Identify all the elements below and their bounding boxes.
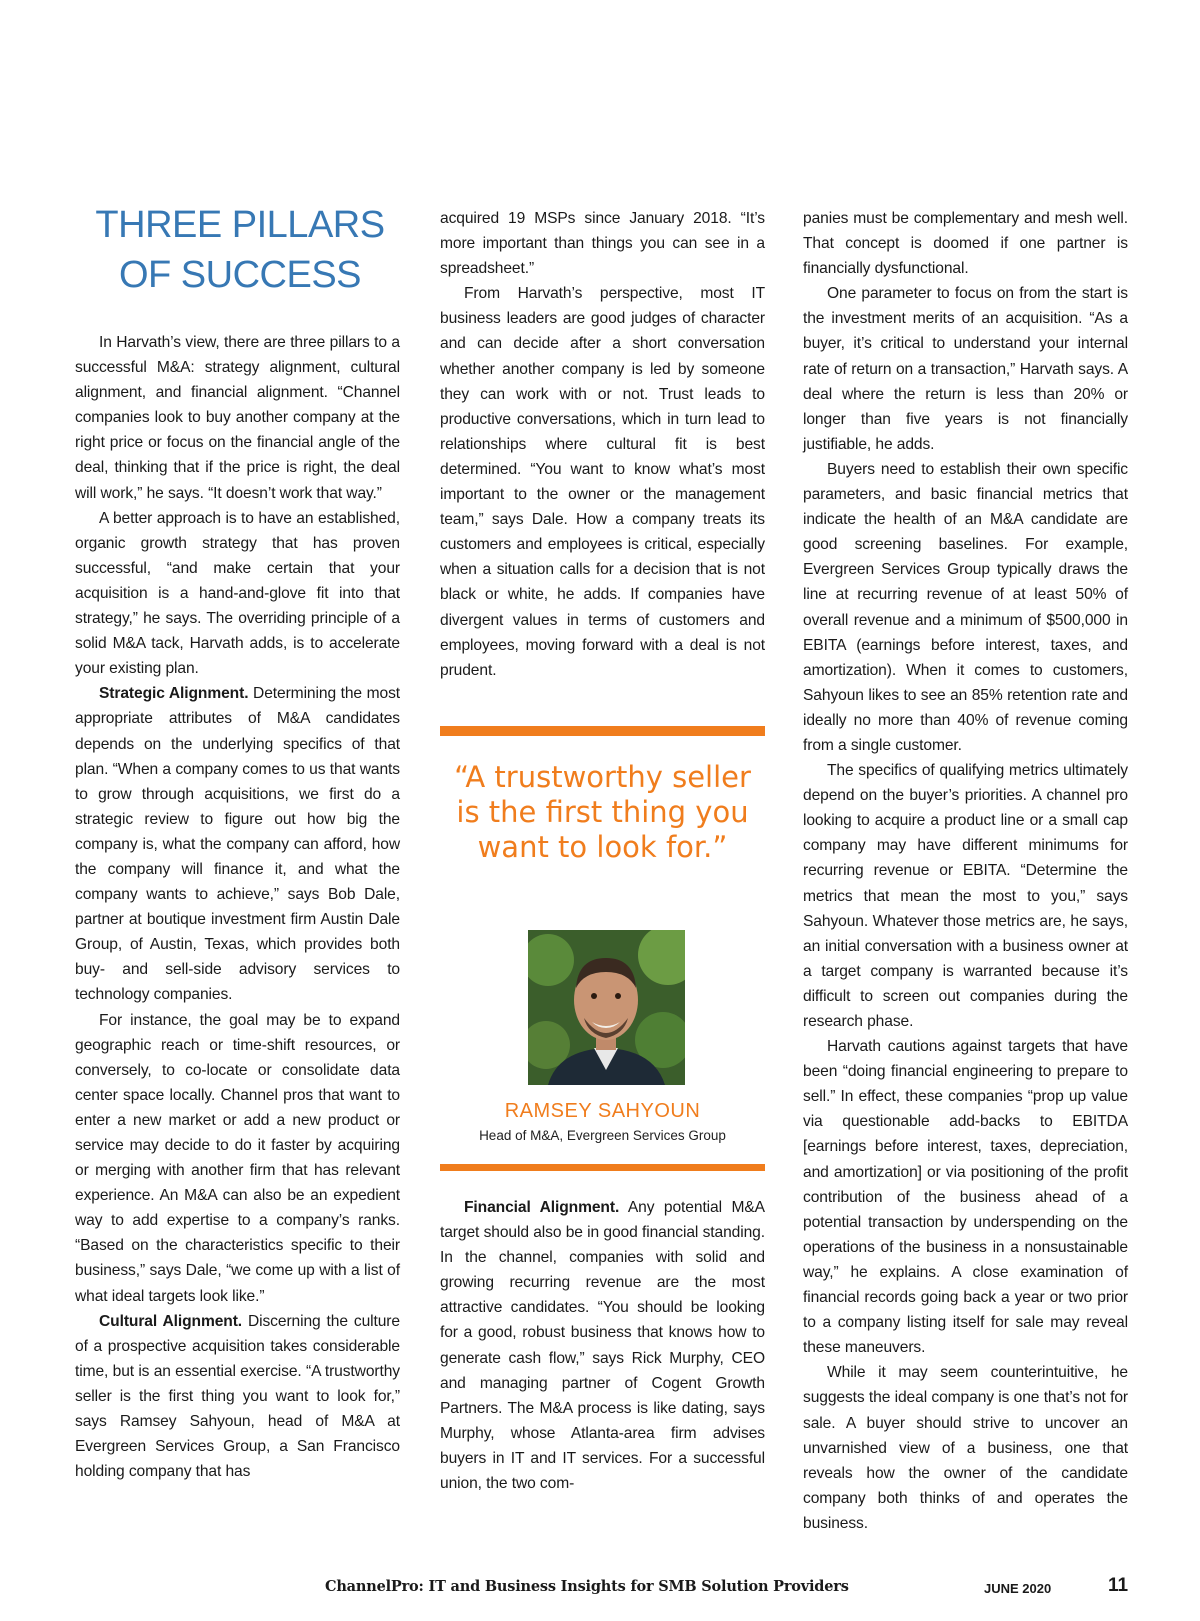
pull-quote: “A trustworthy seller is the first thing you want to look for.”: [454, 760, 751, 864]
paragraph: The specifics of qualifying metrics ultimately depend on the buyer’s priorities. A channel pro looking to acquire a product line or a small cap company may have different minimums for recurring revenue or EBITA. “Determine the metrics that mean the most to you,” says Sahyoun. Whatever those metrics are, he says, an initial conversation with a business owner at a target company is warranted because it’s difficult to screen out companies during the research phase.: [803, 762, 1128, 1030]
paragraph: Financial Alignment. Any potential M&A target should also be in good financial standing. In the channel, companies with solid and growing recurring revenue are the most attractive candidates. “You should be looking for a good, robust business that knows how to generate cash flow,” says Rick Murphy, CEO and managing partner of Cogent Growth Partners. The M&A process is like dating, says Murphy, whose Atlanta-area firm advises buyers in IT and IT services. For a successful union, the two com-: [440, 1199, 765, 1493]
subhead-cultural-alignment: Cultural Alignment.: [99, 1312, 243, 1330]
section-headline: [75, 200, 405, 300]
column-2-continued: [440, 1195, 765, 1496]
pullquote-rule-bottom: [440, 1164, 765, 1171]
quote-attribution-title: Head of M&A, Evergreen Services Group: [479, 1128, 726, 1143]
paragraph: One parameter to focus on from the start is the investment merits of an acquisition. “As a buyer, it’s critical to understand your internal rate of return on a transaction,” Harvath says. A deal where the return is less than 20% or longer than five years is not financially justifiable, he adds.: [803, 285, 1128, 453]
portrait-photo: [528, 930, 685, 1085]
pullquote-rule-top: [440, 726, 765, 736]
subhead-financial-alignment: Financial Alignment.: [464, 1199, 620, 1216]
footer-publication: ChannelPro: IT and Business Insights for SMB Solution Providers: [325, 1578, 849, 1595]
paragraph: Cultural Alignment. Discerning the culture of a prospective acquisition takes considerable time, but is an essential exercise. “A trustworthy seller is the first thing you want to look for,” says Ramsey Sahyoun, head of M&A at Evergreen Services Group, a San Francisco holding company that has: [75, 1312, 400, 1481]
quote-attribution-name: RAMSEY SAHYOUN: [504, 1100, 701, 1122]
headline-line-1: THREE PILLARS: [95, 204, 385, 246]
paragraph: From Harvath’s perspective, most IT business leaders are good judges of character and can decide after a short conversation whether another company is led by someone they can work with or not. Trust leads to productive conversations, which in turn lead to relationships where cultural fit is best determined. “You want to know what’s most important to the owner or the management team,” says Dale. How a company treats its customers and employees is critical, especially when a situation calls for a decision that is not black or white, he adds. If companies have divergent values in terms of customers and employees, moving forward with a deal is not prudent.: [440, 285, 765, 679]
paragraph: acquired 19 MSPs since January 2018. “It’s more important than things you can see in a spreadsheet.”: [440, 210, 765, 278]
subhead-strategic-alignment: Strategic Alignment.: [99, 685, 249, 703]
paragraph: In Harvath’s view, there are three pillars to a successful M&A: strategy alignment, cultural alignment, and financial alignment. “Channel companies look to buy another company at the right price or focus on the financial angle of the deal, thinking that if the price is right, the deal will work,” he says. “It doesn’t work that way.”: [75, 334, 400, 502]
paragraph: Strategic Alignment. Determining the most appropriate attributes of M&A candidates depends on the underlying specifics of that plan. “When a company comes to us that wants to grow through acquisitions, we first do a strategic review to figure out how big the company is, what the company can afford, how the company will finance it, and what the company wants to achieve,” says Bob Dale, partner at boutique investment firm Austin Dale Group, of Austin, Texas, which provides both buy- and sell-side advisory services to technology companies.: [75, 685, 400, 1004]
column-1: [75, 330, 400, 1484]
paragraph: panies must be complementary and mesh well. That concept is doomed if one partner is financially dysfunctional.: [803, 210, 1128, 278]
headline-line-2: OF SUCCESS: [118, 254, 362, 296]
footer-date: JUNE 2020: [984, 1581, 1052, 1596]
page-number: 11: [1108, 1575, 1129, 1596]
column-2: [440, 206, 765, 683]
paragraph: Harvath cautions against targets that have been “doing financial engineering to prepare to sell.” In effect, these companies “prop up value via questionable add-backs to EBITDA [earnings before interest, taxes, depreciation, and amortization] or via positioning of the profit contribution of the business ahead of a potential transaction by underspending on the operations of the business in a nonsustainable way,” he explains. A close examination of financial records going back a year or two prior to a company listing itself for sale may reveal these maneuvers.: [803, 1038, 1128, 1357]
paragraph: Buyers need to establish their own specific parameters, and basic financial metrics that indicate the health of an M&A candidate are good screening baselines. For example, Evergreen Services Group typically draws the line at recurring revenue of at least 50% of overall revenue and a minimum of $500,000 in EBITA (earnings before interest, taxes, and amortization). When it comes to customers, Sahyoun likes to see an 85% retention rate and ideally no more than 40% of revenue coming from a single customer.: [803, 460, 1128, 754]
paragraph: A better approach is to have an established, organic growth strategy that has proven successful, “and make certain that your acquisition is a hand-and-glove fit into that strategy,” he says. The overriding principle of a solid M&A tack, Harvath adds, is to accelerate your existing plan.: [75, 509, 400, 678]
column-3: [803, 206, 1128, 1536]
paragraph: For instance, the goal may be to expand geographic reach or time-shift resources, or conversely, to co-locate or consolidate data center space locally. Channel pros that want to enter a new market or add a new product or service may decide to do it faster by acquiring or merging with another firm that has relevant experience. An M&A can also be an expedient way to add expertise to a company’s ranks. “Based on the characteristics specific to their business,” says Dale, “we come up with a list of what ideal targets look like.”: [75, 1011, 400, 1305]
paragraph: While it may seem counterintuitive, he suggests the ideal company is one that’s not for sale. A buyer should strive to uncover an unvarnished view of a business, one that reveals how the owner of the candidate company both thinks of and operates the business.: [803, 1364, 1128, 1532]
